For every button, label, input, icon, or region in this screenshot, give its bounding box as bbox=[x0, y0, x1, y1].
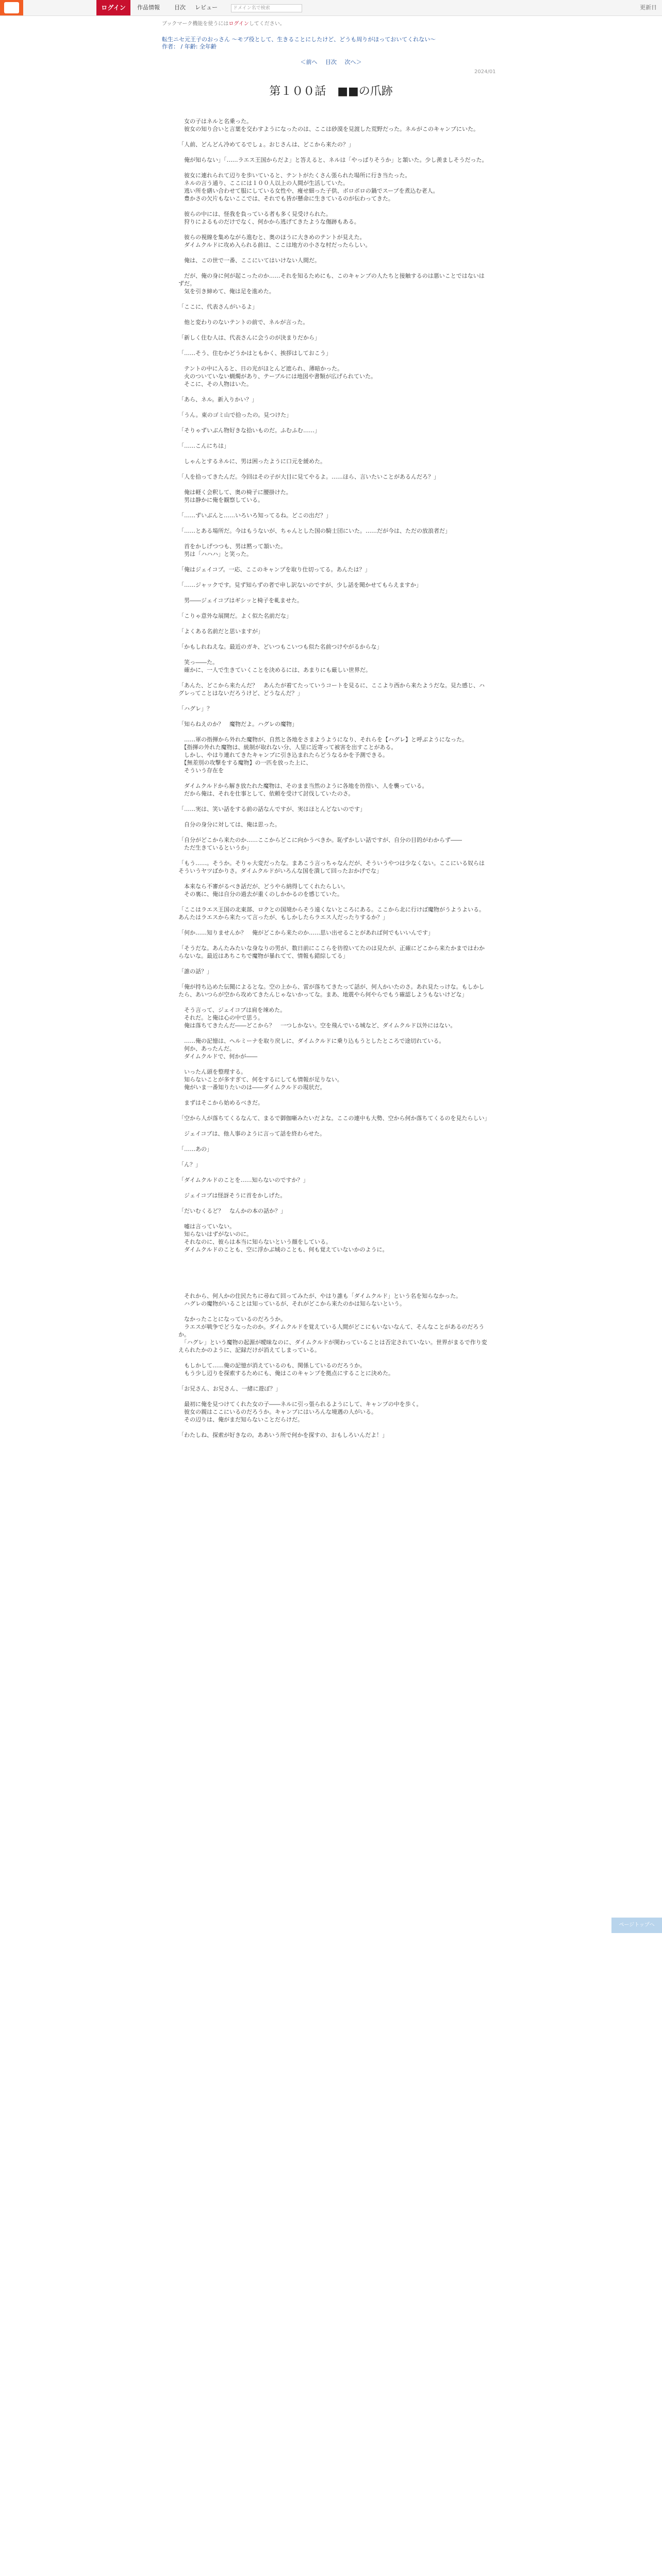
body-paragraph: 男は静かに俺を観察している。 bbox=[178, 497, 263, 503]
body-paragraph bbox=[178, 1269, 490, 1277]
body-paragraph: 他と変わりのないテントの前で、ネルが言った。 bbox=[178, 319, 309, 326]
body-paragraph bbox=[178, 264, 490, 272]
toc-link[interactable]: 目次 bbox=[325, 59, 337, 65]
body-paragraph: 彼らの中には、怪我を負っている者も多く見受けられた。 bbox=[178, 211, 332, 217]
body-paragraph bbox=[178, 998, 490, 1006]
body-paragraph bbox=[178, 1138, 490, 1145]
body-paragraph: ジェイコブは怪訝そうに首をかしげた。 bbox=[178, 1192, 286, 1199]
body-paragraph: それなのに、彼らは本当に知らないという顔をしている。 bbox=[178, 1239, 332, 1245]
body-paragraph bbox=[178, 651, 490, 658]
body-paragraph: 知らないはずがないのに。 bbox=[178, 1231, 252, 1238]
body-paragraph bbox=[178, 1153, 490, 1161]
next-chapter-link[interactable]: 次へ＞ bbox=[344, 59, 362, 65]
body-paragraph: 気を引き締めて、俺は足を進めた。 bbox=[178, 288, 275, 295]
body-paragraph: それから、何人かの住民たちに尋ねて回ってみたが、やはり誰も「ダイムクルド」という名を知らなかった。 bbox=[178, 1293, 462, 1299]
body-paragraph bbox=[178, 1199, 490, 1207]
body-paragraph bbox=[178, 164, 490, 172]
body-paragraph: そういう存在を bbox=[178, 767, 224, 774]
body-paragraph: 「……そう、住むかどうかはともかく、挨拶はしておこう」 bbox=[178, 350, 332, 357]
body-paragraph: 「あら、ネル。新入りかい？」 bbox=[178, 396, 258, 403]
body-paragraph: 「人前、どんどん冷めてるでしょ。おじさんは、どこから来たの？」 bbox=[178, 141, 354, 148]
body-paragraph bbox=[178, 798, 490, 805]
prev-chapter-link[interactable]: ＜前へ bbox=[300, 59, 318, 65]
body-paragraph: もしかして……俺の記憶が消えているのも、関係しているのだろうか。 bbox=[178, 1362, 366, 1369]
body-paragraph: ダイムクルドで、何かが―― bbox=[178, 1053, 258, 1060]
body-paragraph bbox=[178, 1393, 490, 1400]
body-paragraph bbox=[178, 1215, 490, 1223]
body-paragraph bbox=[178, 960, 490, 968]
body-paragraph: 自分の身分に対しては、俺は思った。 bbox=[178, 821, 280, 828]
body-paragraph: 彼女の知り合いと言葉を交わすようになったのは、ここは砂漠を見渡した荒野だった。ネルがこのキャンプにいた。 bbox=[178, 126, 479, 132]
body-paragraph bbox=[178, 1122, 490, 1130]
body-paragraph bbox=[178, 774, 490, 782]
nav-toc[interactable]: 目次 bbox=[174, 4, 186, 11]
publish-date: 2024/01 bbox=[474, 69, 496, 75]
body-paragraph: 「……実は、笑い話をする前の話なんですが、実はほとんどないのです」 bbox=[178, 806, 366, 812]
body-paragraph bbox=[178, 481, 490, 488]
body-paragraph: 火のついていない蝋燭があり、テーブルには地図や書類が広げられていた。 bbox=[178, 373, 377, 380]
body-paragraph: 「人を拾ってきたんだ。今回はその子が大目に見てやるよ。……ほら、言いたいことがあるんだろ？」 bbox=[178, 473, 439, 480]
body-paragraph: だから俺は、それを仕事として、依頼を受けて討伐していたのさ。 bbox=[178, 790, 354, 797]
body-paragraph bbox=[178, 898, 490, 906]
body-paragraph bbox=[178, 937, 490, 944]
body-paragraph bbox=[178, 604, 490, 612]
body-paragraph bbox=[178, 1377, 490, 1385]
body-paragraph: 「ここはラエス王国の北東部、ロクとの国境からそう遠くないところにある。ここから北に行けば魔物がうようよいる。あんたはラエスから来たって言ったが、もしかしたらラエス人だったりするか？」 bbox=[178, 906, 485, 921]
body-paragraph bbox=[178, 535, 490, 543]
body-paragraph bbox=[178, 875, 490, 883]
body-paragraph bbox=[178, 1423, 490, 1431]
body-paragraph bbox=[178, 133, 490, 141]
body-paragraph bbox=[178, 635, 490, 643]
body-paragraph: ハグレの魔物がいることは知っているが、それがどこから来たのかは知らないという。 bbox=[178, 1300, 405, 1307]
body-paragraph: しかし、やはり連れてきたキャンプに引き込まれたらどうなるかを予測できる。 bbox=[178, 752, 388, 758]
page-top-button[interactable]: ページトップへ bbox=[611, 1918, 662, 1933]
body-paragraph: 「かもしれねえな。最近のガキ、どいつもこいつも似た名前つけやがるからな」 bbox=[178, 643, 383, 650]
body-paragraph bbox=[178, 1277, 490, 1284]
body-paragraph: テントの中に入ると、日の光がほとんど遮られ、薄暗かった。 bbox=[178, 365, 343, 372]
body-paragraph bbox=[178, 465, 490, 473]
body-paragraph: 「俺が持ち込めた伝聞によるとな。空の上から、雷が落ちてきたって話が、何人かいたのさ。あれ見たっけな。もしかしたら、あいつらが空から攻めてきたんじゃないかってな。まあ、地震やら何やらでもう確認しようもないけどな」 bbox=[178, 984, 485, 998]
body-paragraph: 「お兄さん、お兄さん、一緒に遊ぼ？」 bbox=[178, 1385, 282, 1392]
body-paragraph: 「ハグレ」という魔物の起源が曖昧なのに、ダイムクルドが関わっていることは否定されていない。世界がまるで作り変えられたかのように、記録だけが消えてしまっている。 bbox=[178, 1339, 487, 1353]
body-paragraph: 男――ジェイコブはギシッと椅子を軋ませた。 bbox=[178, 597, 303, 604]
body-paragraph: 狩りによるものだけでなく、何かから逃げてきたような傷跡もある。 bbox=[178, 218, 360, 225]
body-paragraph bbox=[178, 148, 490, 156]
body-paragraph: 「だいむくるど？ なんかの本の話か？」 bbox=[178, 1208, 286, 1214]
body-paragraph bbox=[178, 1261, 490, 1269]
body-paragraph bbox=[178, 388, 490, 396]
body-paragraph: 【無差別の攻撃をする魔物】の一匹を放った上に、 bbox=[178, 759, 312, 766]
body-paragraph: 俺は落ちてきたんだ――どこから？ 一つしかない。空を飛んでいる城など、ダイムクルド以外にはない。 bbox=[178, 1022, 456, 1029]
body-paragraph: 豊かさの欠片もないここでは、それでも皆が懸命に生きているのが伝わってきた。 bbox=[178, 195, 394, 202]
body-paragraph bbox=[178, 434, 490, 442]
body-paragraph: 「わたしね、探索が好きなの。ああいう所で何かを探すの、おもしろいんだよ！」 bbox=[178, 1432, 388, 1438]
body-paragraph: 「誰の話？」 bbox=[178, 968, 212, 975]
body-paragraph: 「あんた、どこから来たんだ？ あんたが着てたっていうコートを見るに、ここより西から来たようだな。見た感じ、ハグレってことはないだろうけど、どうなんだ？」 bbox=[178, 682, 485, 697]
body-paragraph: ……軍の指揮から外れた魔物が、自然と各地をさまようようになり、それらを【ハグレ】と呼ぶようになった。 bbox=[178, 736, 468, 743]
body-paragraph bbox=[178, 828, 490, 836]
body-paragraph: 「よくある名前だと思いますが」 bbox=[178, 628, 263, 635]
body-paragraph: 「ハグレ」？ bbox=[178, 705, 212, 712]
body-paragraph: 俺は、この世で一番、ここにいてはいけない人間だ。 bbox=[178, 257, 320, 264]
novel-title-link[interactable]: 転生ニセ元王子のおっさん ～モブ役として、生きることにしたけど、どうも周りがほっておいてくれない～ bbox=[162, 36, 436, 43]
body-paragraph bbox=[178, 419, 490, 427]
body-paragraph: 確かに、一人で生きていくことを決めるには、あまりにも厳しい世界だ。 bbox=[178, 667, 371, 673]
site-logo[interactable] bbox=[0, 0, 23, 15]
body-paragraph: ダイムクルドのことも、空に浮かぶ城のことも、何も覚えていないかのように。 bbox=[178, 1246, 388, 1253]
body-paragraph bbox=[178, 357, 490, 365]
body-paragraph bbox=[178, 403, 490, 411]
body-paragraph: 「ダイムクルドのことを……知らないのですか？」 bbox=[178, 1177, 309, 1183]
body-paragraph: 本来なら不審がるべき話だが、どうやら納得してくれたらしい。 bbox=[178, 883, 349, 890]
body-paragraph: 俺がいま一番知りたいのは――ダイムクルドの現状だ。 bbox=[178, 1084, 326, 1091]
chapter-title: 第１００話 ■■の爪跡 bbox=[269, 85, 393, 98]
body-paragraph: しゃんとするネルに、男は困ったように口元を緩めた。 bbox=[178, 458, 326, 465]
body-paragraph: 俺は軽く会釈して、奥の椅子に腰掛けた。 bbox=[178, 489, 292, 496]
body-paragraph bbox=[178, 202, 490, 210]
body-paragraph: なかったことになっているのだろうか。 bbox=[178, 1316, 286, 1323]
body-paragraph: 「そりゃずいぶん物好きな拾いものだ。ふむふむ……」 bbox=[178, 427, 320, 434]
body-paragraph: もう少し辺りを探索するためにも、俺はこのキャンプを拠点にすることに決めた。 bbox=[178, 1370, 394, 1377]
body-paragraph: ジェイコブは、他人事のように言って話を終わらせた。 bbox=[178, 1130, 326, 1137]
body-paragraph: 「自分がどこから来たのか……ここからどこに向かうべきか。恥ずかしい話ですが、自分の目的がわからず―― bbox=[178, 837, 462, 843]
body-paragraph bbox=[178, 226, 490, 233]
bookmark-notice: ブックマーク機能を使うにはログインしてください。 bbox=[162, 21, 285, 27]
body-paragraph bbox=[178, 1091, 490, 1099]
body-paragraph bbox=[178, 249, 490, 257]
body-paragraph: ……俺の記憶は、ヘルミーナを取り戻しに、ダイムクルドに乗り込もうとしたところで途切れている。 bbox=[178, 1038, 445, 1044]
body-paragraph: 最初に俺を見つけてくれた女の子――ネルに引っ張られるようにして、キャンプの中を歩く。 bbox=[178, 1401, 422, 1408]
body-paragraph bbox=[178, 813, 490, 821]
novel-info-links bbox=[162, 36, 436, 50]
body-paragraph: それだ。と俺は心の中で思う。 bbox=[178, 1014, 263, 1021]
body-paragraph bbox=[178, 295, 490, 303]
chapter-nav-top bbox=[0, 58, 662, 66]
body-paragraph bbox=[178, 728, 490, 736]
body-paragraph bbox=[178, 504, 490, 512]
body-paragraph: 「そうだな。あんたみたいな身なりの男が、数日前にここらを彷徨いてたのは見たが、正確にどこから来たかまではわからないな。最近はあちこちで魔物が暴れてて、情報も錯綜してる」 bbox=[178, 945, 485, 959]
body-paragraph: 笑っ――た。 bbox=[178, 659, 218, 666]
body-paragraph bbox=[178, 852, 490, 859]
body-paragraph: 何か、あったんだ。 bbox=[178, 1045, 235, 1052]
body-paragraph bbox=[178, 558, 490, 566]
body-paragraph: 「……とある場所だ。今はもうないが、ちゃんとした国の騎士団にいた。……だが今は、ただの放浪者だ」 bbox=[178, 528, 451, 534]
body-paragraph: そこに、その人物はいた。 bbox=[178, 381, 252, 387]
body-paragraph: 「もう……。そうか。そりゃ大変だったな。まあこう言っちゃなんだが、そういうやつは少なくない。ここにいる奴らはそういうヤツばかりさ。ダイムクルドがいろんな国を潰して回ったおかげでな」 bbox=[178, 860, 485, 874]
body-paragraph: 男は「ハハハ」と笑った。 bbox=[178, 551, 252, 557]
body-paragraph bbox=[178, 713, 490, 720]
body-paragraph bbox=[178, 1029, 490, 1037]
body-paragraph: まずはそこから始めるべきだ。 bbox=[178, 1099, 263, 1106]
body-paragraph bbox=[178, 1284, 490, 1292]
body-paragraph: ダイムクルドに攻め入られる前は、ここは地方の小さな村だったらしい。 bbox=[178, 242, 371, 248]
body-paragraph: その辺りは、俺がまだ知らないことだらけだ。 bbox=[178, 1416, 303, 1423]
body-paragraph bbox=[178, 674, 490, 682]
body-paragraph bbox=[178, 1184, 490, 1192]
body-paragraph: 「……あの」 bbox=[178, 1146, 212, 1153]
body-paragraph: ダイムクルドから解き放たれた魔物は、そのまま当然のように各地を彷徨い、人を襲っている。 bbox=[178, 783, 428, 789]
body-paragraph: 俺が知らない」「……ラエス王国からだよ」と答えると、ネルは「やっぱりそうか」と頷いた。少し羨ましそうだった。 bbox=[178, 157, 488, 163]
body-paragraph bbox=[178, 975, 490, 983]
body-paragraph: 嘘は言っていない。 bbox=[178, 1223, 235, 1230]
body-paragraph bbox=[178, 1308, 490, 1315]
body-paragraph: 「ここに、代表さんがいるよ」 bbox=[178, 303, 258, 310]
login-button[interactable]: ログイン bbox=[96, 0, 130, 15]
body-paragraph: ネルの言う通り、ここには１００人以上の人間が生活していた。 bbox=[178, 180, 349, 187]
body-paragraph bbox=[178, 620, 490, 628]
body-paragraph bbox=[178, 697, 490, 705]
body-paragraph: そう言って、ジェイコブは肩を竦めた。 bbox=[178, 1007, 286, 1013]
body-paragraph: いったん頭を整理する。 bbox=[178, 1069, 246, 1075]
body-paragraph bbox=[178, 519, 490, 527]
body-paragraph: 彼らの視線を集めながら進むと、奥のほうに大きめのテントが見えた。 bbox=[178, 234, 366, 241]
body-paragraph bbox=[178, 311, 490, 318]
body-paragraph bbox=[178, 921, 490, 929]
body-paragraph: 「新しく住む人は、代表さんに会うのが決まりだから」 bbox=[178, 334, 320, 341]
body-paragraph: 「うん。東のゴミ山で拾ったの。見つけた」 bbox=[178, 412, 292, 418]
body-paragraph: 「……こんにちは」 bbox=[178, 443, 229, 449]
body-paragraph: ラエスが戦争でどうなったのか。ダイムクルドを覚えている人間がどこにもいないなんて、そんなことがあるのだろうか。 bbox=[178, 1324, 485, 1338]
body-paragraph: 彼女の親はここにいるのだろうか。キャンプにはいろんな境遇の人がいる。 bbox=[178, 1409, 377, 1415]
body-paragraph: 女の子はネルと名乗った。 bbox=[178, 118, 252, 125]
body-paragraph bbox=[178, 326, 490, 334]
body-paragraph: 彼女に連れられて辺りを歩いていると、テントがたくさん張られた場所に行き当たった。 bbox=[178, 172, 411, 179]
nav-novel-info[interactable]: 作品情報 bbox=[137, 4, 160, 11]
top-navbar bbox=[0, 0, 662, 16]
body-paragraph bbox=[178, 1168, 490, 1176]
body-paragraph bbox=[178, 1354, 490, 1362]
body-paragraph bbox=[178, 1107, 490, 1114]
nav-review[interactable]: レビュー bbox=[195, 4, 218, 11]
body-paragraph: 「……ずいぶんと……いろいろ知ってるね。どこの出だ？」 bbox=[178, 512, 332, 519]
body-paragraph: 「何か……知りませんか？ 俺がどこから来たのか……思い出せることがあれば何でもいいんです」 bbox=[178, 929, 434, 936]
body-paragraph: 【指揮の外れた魔物は、統制が取れない分、人里に近寄って被害を出すことがある。 bbox=[178, 744, 397, 751]
body-paragraph: その裏に、俺は自分の過去が重くのしかかるのを感じていた。 bbox=[178, 891, 343, 897]
body-paragraph: 「俺はジェイコブ。一応、ここのキャンプを取り仕切ってる。あんたは？」 bbox=[178, 566, 371, 573]
body-paragraph bbox=[178, 573, 490, 581]
top-right-link[interactable]: 更新日 bbox=[640, 4, 657, 11]
body-paragraph: 「……ジャックです。見ず知らずの者で申し訳ないのですが、少し話を聞かせてもらえますか」 bbox=[178, 582, 422, 588]
body-paragraph bbox=[178, 342, 490, 349]
body-paragraph bbox=[178, 1060, 490, 1068]
body-paragraph bbox=[178, 589, 490, 597]
body-paragraph: 「ん？」 bbox=[178, 1161, 201, 1168]
body-paragraph: 知らないことが多すぎて、何をするにしても情報が足りない。 bbox=[178, 1076, 343, 1083]
body-paragraph: だが、俺の身に何が起こったのか……それを知るためにも、このキャンプの人たちと接触するのは悪いことではないはずだ。 bbox=[178, 273, 485, 287]
body-paragraph: 「知らねえのか？ 魔物だよ。ハグレの魔物」 bbox=[178, 721, 297, 727]
body-paragraph: 「空から人が落ちてくるなんて、まるで御伽噺みたいだよな。ここの連中も大勢、空から何か落ちてくるのを見たらしい」 bbox=[178, 1115, 490, 1122]
author-line: 作者： / 年齢: 全年齢 bbox=[162, 43, 217, 50]
logo-icon bbox=[4, 2, 19, 13]
body-paragraph: 逃い所を繕い合わせて服にしている女性や、痩せ細った子供、ボロボロの鍋でスープを煮込む老人。 bbox=[178, 188, 439, 194]
chapter-body bbox=[178, 117, 490, 1439]
search-input[interactable]: ドメイン名で検索 bbox=[231, 4, 302, 12]
body-paragraph: 「こりゃ意外な展開だ。よく似た名前だな」 bbox=[178, 613, 292, 619]
body-paragraph: 首をかしげつつも、男は黙って頷いた。 bbox=[178, 543, 286, 550]
body-paragraph: ただ生きているというか」 bbox=[178, 844, 252, 851]
login-link[interactable]: ログイン bbox=[228, 21, 249, 27]
body-paragraph bbox=[178, 450, 490, 457]
body-paragraph bbox=[178, 1253, 490, 1261]
